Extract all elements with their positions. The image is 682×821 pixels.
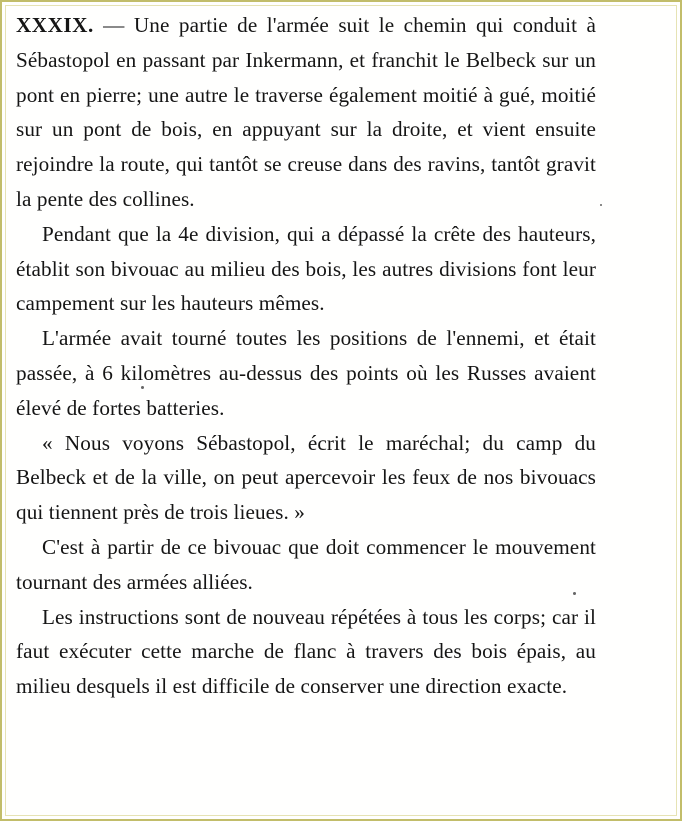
text-body bbox=[16, 8, 596, 704]
print-speck bbox=[600, 204, 602, 206]
paragraph-1-text: — Une partie de l'armée suit le chemin qui conduit à Sébastopol en passant par Inkermann, et franchit le Belbeck sur un pont en pierre; une autre le traverse également moitié à gué, moitié sur un pont de bois, en appuyant sur la droite, et vient ensuite rejoindre la route, qui tantôt se creuse dans des ravins, tantôt gravit la pente des collines. bbox=[16, 13, 596, 211]
paragraph-4: « Nous voyons Sébastopol, écrit le maréchal; du camp du Belbeck et de la ville, on peut apercevoir les feux de nos bivouacs qui tiennent près de trois lieues. » bbox=[16, 430, 596, 525]
print-speck bbox=[141, 386, 144, 389]
section-number: XXXIX. bbox=[16, 13, 94, 37]
paragraph-2: Pendant que la 4e division, qui a dépassé la crête des hauteurs, établit son bivouac au milieu des bois, les autres divisions font leur campement sur les hauteurs mêmes. bbox=[16, 221, 596, 316]
paragraph-6: Les instructions sont de nouveau répétées à tous les corps; car il faut exécuter cette marche de flanc à travers des bois épais, au milieu desquels il est difficile de conserver une direction exacte. bbox=[16, 604, 596, 699]
paragraph-3: L'armée avait tourné toutes les positions de l'ennemi, et était passée, à 6 kilomètres au-dessus des points où les Russes avaient élevé de fortes batteries. bbox=[16, 326, 596, 420]
paragraph-5: C'est à partir de ce bivouac que doit commencer le mouvement tournant des armées alliées. bbox=[16, 534, 596, 594]
paragraph-1 bbox=[16, 8, 596, 217]
print-speck bbox=[573, 592, 576, 595]
